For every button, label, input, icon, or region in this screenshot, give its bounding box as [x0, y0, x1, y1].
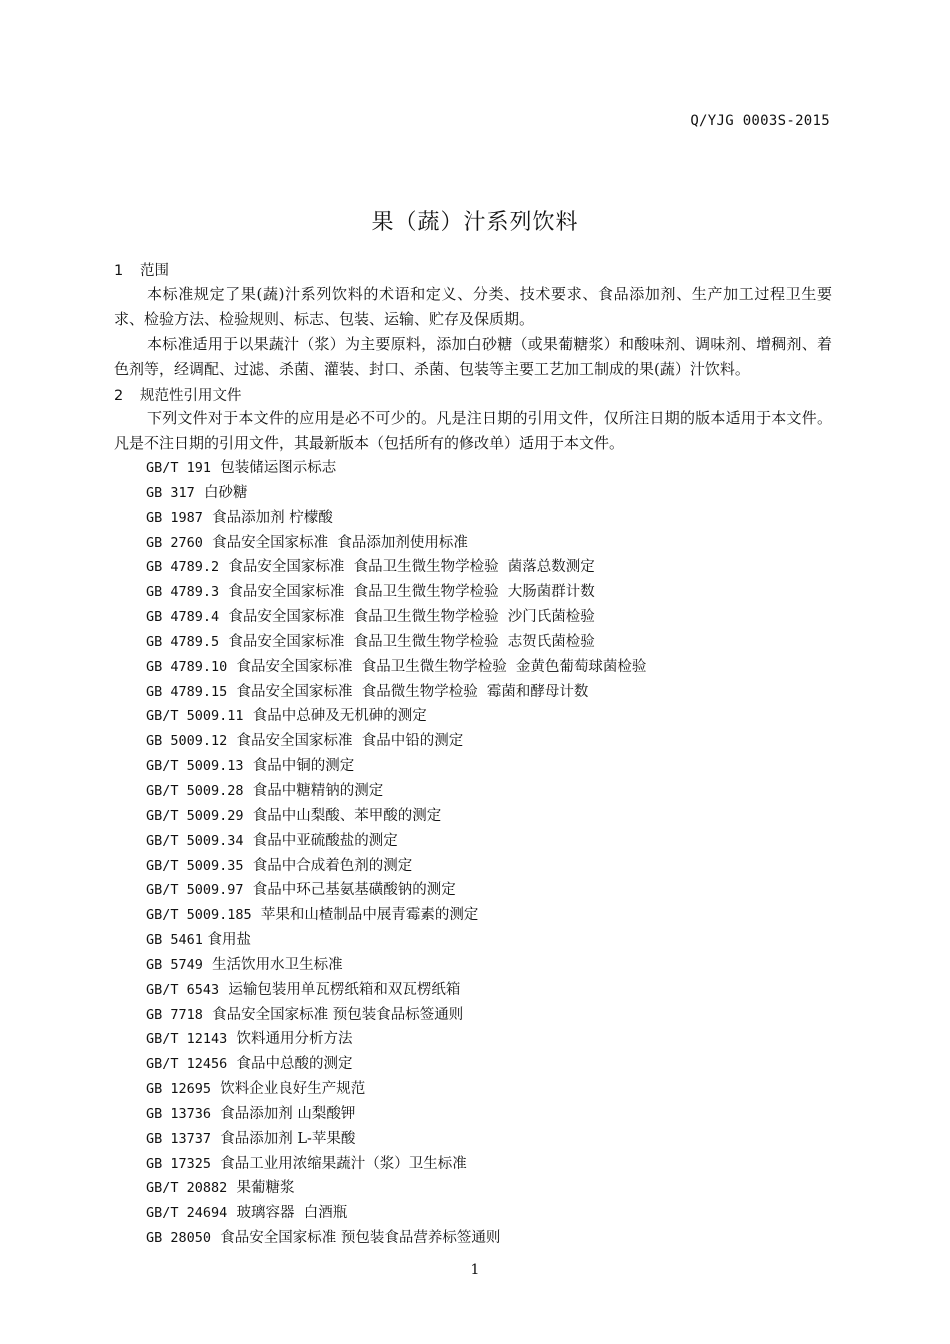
reference-item — [146, 729, 646, 754]
reference-item — [146, 1003, 646, 1028]
reference-title: 食品中铜的测定 — [252, 758, 355, 775]
reference-title: 生活饮用水卫生标准 — [212, 956, 343, 973]
reference-code: GB/T 191 — [146, 460, 212, 476]
reference-title: 食品安全国家标准 食品卫生微生物学检验 菌落总数测定 — [228, 559, 595, 576]
reference-separator — [219, 634, 228, 650]
reference-separator — [211, 1081, 220, 1097]
reference-code: GB/T 5009.11 — [146, 708, 244, 725]
reference-title: 食用盐 — [207, 932, 252, 949]
reference-code: GB 13737 — [146, 1130, 212, 1147]
reference-code: GB/T 12143 — [146, 1031, 228, 1048]
section-title: 规范性引用文件 — [140, 388, 242, 404]
reference-code: GB/T 24694 — [146, 1205, 228, 1222]
reference-title: 食品安全国家标准 预包装食品营养标签通则 — [220, 1230, 501, 1247]
section-heading-normative-references — [114, 384, 242, 405]
reference-code: GB/T 5009.28 — [146, 782, 244, 799]
reference-item — [146, 878, 646, 903]
reference-code: GB 5009.12 — [146, 733, 228, 750]
reference-title: 果葡糖浆 — [236, 1180, 295, 1197]
reference-separator — [203, 535, 212, 551]
scope-paragraph-2: 本标准适用于以果蔬汁（浆）为主要原料，添加白砂糖（或果葡糖浆）和酸味剂、调味剂、增稠剂、着色剂等，经调配、过滤、杀菌、灌装、封口、杀菌、包装等主要工艺加工制成的果(蔬）汁饮料。 — [114, 335, 832, 378]
reference-item — [146, 1102, 646, 1127]
section-title: 范围 — [140, 263, 169, 279]
reference-title: 饮料通用分析方法 — [236, 1031, 353, 1048]
reference-code: GB/T 6543 — [146, 981, 220, 998]
reference-code: GB 2760 — [146, 534, 203, 551]
reference-separator — [244, 708, 253, 724]
reference-separator — [244, 758, 253, 774]
reference-item — [146, 1226, 646, 1251]
document-title: 果（蔬）汁系列饮料 — [371, 209, 579, 235]
reference-code: GB/T 20882 — [146, 1180, 228, 1197]
reference-item — [146, 680, 646, 705]
reference-title: 食品安全国家标准 食品微生物学检验 霉菌和酵母计数 — [236, 683, 589, 700]
reference-code: GB/T 5009.185 — [146, 907, 252, 924]
reference-code: GB/T 12456 — [146, 1056, 228, 1073]
reference-code: GB 4789.2 — [146, 559, 220, 576]
reference-code: GB 1987 — [146, 509, 203, 526]
reference-title: 食品添加剂 山梨酸钾 — [220, 1105, 356, 1122]
reference-separator — [211, 460, 220, 476]
reference-title: 食品安全国家标准 食品中铅的测定 — [236, 733, 464, 750]
reference-separator — [227, 733, 236, 749]
reference-separator — [244, 808, 253, 824]
reference-separator — [211, 1106, 220, 1122]
reference-title: 食品中环己基氨基磺酸钠的测定 — [252, 882, 456, 899]
reference-code: GB 4789.15 — [146, 683, 228, 700]
reference-item — [146, 655, 646, 680]
reference-separator — [219, 584, 228, 600]
reference-title: 食品中总砷及无机砷的测定 — [252, 708, 427, 725]
reference-item — [146, 928, 646, 953]
reference-code: GB/T 5009.97 — [146, 882, 244, 899]
reference-item — [146, 953, 646, 978]
reference-code: GB 4789.4 — [146, 609, 220, 626]
reference-item — [146, 630, 646, 655]
reference-item — [146, 1127, 646, 1152]
reference-item — [146, 1201, 646, 1226]
reference-separator — [227, 1205, 236, 1221]
reference-code: GB 13736 — [146, 1105, 212, 1122]
reference-title: 食品中亚硫酸盐的测定 — [252, 832, 398, 849]
reference-title: 玻璃容器 白酒瓶 — [236, 1205, 348, 1222]
reference-item — [146, 1052, 646, 1077]
reference-code: GB 12695 — [146, 1081, 212, 1098]
reference-code: GB 5749 — [146, 956, 203, 973]
reference-item — [146, 456, 646, 481]
reference-separator — [195, 485, 204, 501]
reference-title: 食品添加剂 L-苹果酸 — [220, 1130, 356, 1147]
reference-item — [146, 854, 646, 879]
reference-title: 食品中山梨酸、苯甲酸的测定 — [252, 807, 442, 824]
reference-code: GB/T 5009.34 — [146, 832, 244, 849]
reference-title: 食品安全国家标准 食品卫生微生物学检验 金黄色葡萄球菌检验 — [236, 658, 647, 675]
reference-separator — [219, 982, 228, 998]
reference-item — [146, 1027, 646, 1052]
reference-title: 运输包装用单瓦楞纸箱和双瓦楞纸箱 — [228, 981, 461, 998]
reference-item — [146, 555, 646, 580]
reference-code: GB/T 5009.29 — [146, 807, 244, 824]
section-heading-scope — [114, 259, 169, 280]
reference-item — [146, 978, 646, 1003]
reference-separator — [227, 1031, 236, 1047]
reference-item — [146, 779, 646, 804]
reference-separator — [252, 907, 261, 923]
reference-item — [146, 804, 646, 829]
reference-separator — [244, 882, 253, 898]
reference-title: 食品中总酸的测定 — [236, 1056, 353, 1073]
reference-separator — [227, 659, 236, 675]
reference-code: GB 5461 — [146, 932, 203, 949]
reference-separator — [211, 1230, 220, 1246]
reference-separator — [203, 1007, 212, 1023]
scope-paragraph-1: 本标准规定了果(蔬)汁系列饮料的术语和定义、分类、技术要求、食品添加剂、生产加工过程卫生要求、检验方法、检验规则、标志、包装、运输、贮存及保质期。 — [114, 285, 832, 328]
page-number: 1 — [470, 1262, 480, 1278]
reference-code: GB 317 — [146, 484, 195, 501]
reference-title: 白砂糖 — [204, 484, 248, 501]
reference-separator — [211, 1131, 220, 1147]
reference-code: GB 4789.10 — [146, 658, 228, 675]
reference-separator — [211, 1156, 220, 1172]
section-number: 1 — [114, 263, 124, 279]
reference-item — [146, 754, 646, 779]
reference-title: 苹果和山楂制品中展青霉素的测定 — [260, 907, 479, 924]
document-code: Q/YJG 0003S-2015 — [690, 113, 830, 129]
reference-item — [146, 506, 646, 531]
reference-title: 食品安全国家标准 预包装食品标签通则 — [212, 1006, 464, 1023]
reference-title: 饮料企业良好生产规范 — [220, 1081, 366, 1098]
reference-code: GB 4789.3 — [146, 584, 220, 601]
reference-title: 食品安全国家标准 食品卫生微生物学检验 沙门氏菌检验 — [228, 609, 595, 626]
reference-code: GB/T 5009.13 — [146, 758, 244, 775]
reference-list — [146, 456, 646, 1251]
reference-title: 食品安全国家标准 食品添加剂使用标准 — [212, 534, 468, 551]
reference-separator — [203, 510, 212, 526]
reference-title: 食品安全国家标准 食品卫生微生物学检验 大肠菌群计数 — [228, 584, 595, 601]
reference-title: 食品中糖精钠的测定 — [252, 782, 384, 799]
section-number: 2 — [114, 388, 124, 404]
reference-item — [146, 1077, 646, 1102]
reference-item — [146, 829, 646, 854]
reference-item — [146, 605, 646, 630]
reference-code: GB 28050 — [146, 1230, 212, 1247]
reference-item — [146, 1176, 646, 1201]
references-intro-paragraph: 下列文件对于本文件的应用是必不可少的。凡是注日期的引用文件，仅所注日期的版本适用于本文件。凡是不注日期的引用文件，其最新版本（包括所有的修改单）适用于本文件。 — [114, 409, 832, 452]
reference-separator — [244, 858, 253, 874]
reference-item — [146, 704, 646, 729]
reference-title: 食品工业用浓缩果蔬汁（浆）卫生标准 — [220, 1155, 467, 1172]
reference-item — [146, 1152, 646, 1177]
reference-item — [146, 481, 646, 506]
reference-title: 食品中合成着色剂的测定 — [252, 857, 413, 874]
reference-separator — [244, 833, 253, 849]
reference-separator — [244, 783, 253, 799]
reference-title: 食品安全国家标准 食品卫生微生物学检验 志贺氏菌检验 — [228, 633, 595, 650]
reference-separator — [219, 609, 228, 625]
reference-separator — [219, 559, 228, 575]
reference-code: GB/T 5009.35 — [146, 857, 244, 874]
reference-code: GB 4789.5 — [146, 633, 220, 650]
reference-separator — [203, 957, 212, 973]
reference-item — [146, 531, 646, 556]
reference-title: 包装储运图示标志 — [220, 460, 337, 476]
reference-separator — [227, 684, 236, 700]
reference-code: GB 17325 — [146, 1155, 212, 1172]
reference-separator — [227, 1180, 236, 1196]
reference-title: 食品添加剂 柠檬酸 — [212, 509, 333, 526]
reference-code: GB 7718 — [146, 1006, 203, 1023]
reference-separator — [227, 1056, 236, 1072]
reference-item — [146, 580, 646, 605]
reference-item — [146, 903, 646, 928]
